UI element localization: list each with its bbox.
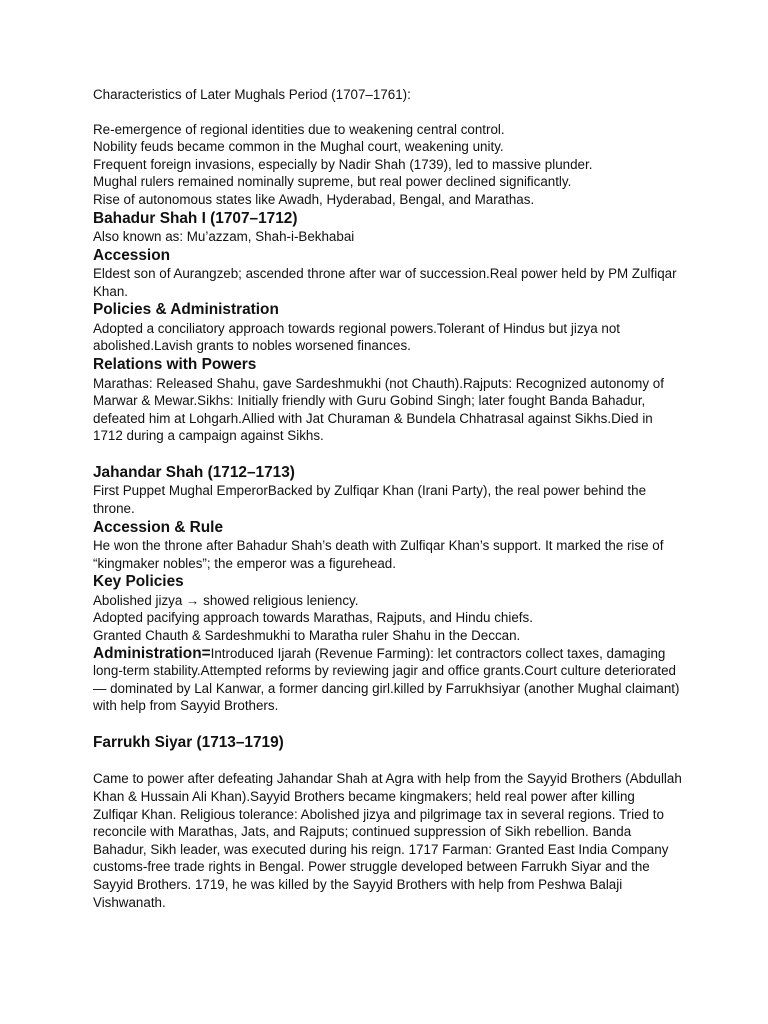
spacer [93,104,683,121]
jahandar-policies-heading: Key Policies [93,573,184,591]
intro-point: Re-emergence of regional identities due to weakening central control. [93,121,505,137]
intro-title: Characteristics of Later Mughals Period (1707–1761): [93,87,411,102]
intro-point: Mughal rulers remained nominally supreme, but real power declined significantly. [93,174,572,190]
intro-point: Rise of autonomous states like Awadh, Hyderabad, Bengal, and Marathas. [93,191,535,207]
jahandar-policy-point: Adopted pacifying approach towards Marathas, Rajputs, and Hindu chiefs. [93,610,533,626]
intro-point: Frequent foreign invasions, especially by Nadir Shah (1739), led to massive plunder. [93,156,593,172]
jahandar-administration [93,645,683,715]
bahadur-accession-heading: Accession [93,246,170,264]
jahandar-heading: Jahandar Shah (1712–1713) [93,463,295,481]
spacer [93,752,683,770]
jahandar-policy-point: Abolished jizya → showed religious leniency. [93,592,359,608]
document-page [93,86,683,911]
spacer [93,445,683,463]
farrukh-text: Came to power after defeating Jahandar Shah at Agra with help from the Sayyid Brothers (Abdullah Khan & Hussain Ali Khan).Sayyid Brothers became kingmakers; held real power after killing Zulfiqar Khan. Religious tolerance: Abolished jizya and pilgrimage tax in several regions. Tried to reconcile with Marathas, Jats, and Rajputs; continued suppression of Sikh rebellion. Banda Bahadur, Sikh leader, was executed during his reign. 1717 Farman: Granted East India Company customs-free trade rights in Bengal. Power struggle developed between Farrukh Siyar and the Sayyid Brothers. 1719, he was killed by the Sayyid Brothers with help from Peshwa Balaji Vishwanath. [93,771,682,910]
jahandar-policy-point: Granted Chauth & Sardeshmukhi to Maratha ruler Shahu in the Deccan. [93,627,521,643]
bahadur-policies-heading: Policies & Administration [93,301,279,319]
jahandar-intro-text: First Puppet Mughal EmperorBacked by Zulfiqar Khan (Irani Party), the real power behind the throne. [93,483,647,516]
spacer [93,715,683,733]
farrukh-heading: Farrukh Siyar (1713–1719) [93,733,284,751]
jahandar-admin-heading: Administration= [93,644,211,662]
bahadur-policies-text: Adopted a conciliatory approach towards regional powers.Tolerant of Hindus but jizya not abolished.Lavish grants to nobles worsened finances. [93,320,621,354]
bahadur-relations-heading: Relations with Powers [93,356,257,374]
bahadur-aka: Also known as: Mu’azzam, Shah-i-Bekhabai [93,229,355,245]
intro-point: Nobility feuds became common in the Mughal court, weakening unity. [93,139,504,155]
bahadur-relations-text: Marathas: Released Shahu, gave Sardeshmukhi (not Chauth).Rajputs: Recognized autonomy of Marwar & Mewar.Sikhs: Initially friendly with Guru Gobind Singh; later fought Banda Bahadur, defeated him at Lohgarh.Allied with Jat Churaman & Bundela Chhatrasal against Sikhs.Died in 1712 during a campaign against Sikhs. [93,375,664,444]
jahandar-accession-heading: Accession & Rule [93,518,224,536]
bahadur-accession-text: Eldest son of Aurangzeb; ascended throne after war of succession.Real power held by PM Zulfiqar Khan. [93,266,677,299]
jahandar-accession-text: He won the throne after Bahadur Shah’s death with Zulfiqar Khan’s support. It marked the rise of “kingmaker nobles”; the emperor was a figurehead. [93,538,664,571]
bahadur-heading: Bahadur Shah I (1707–1712) [93,209,298,227]
jahandar-admin-text: Introduced Ijarah (Revenue Farming): let contractors collect taxes, damaging long-term stability.Attempted reforms by reviewing jagir and office grants.Court culture deteriorated — dominated by Lal Kanwar, a former dancing girl.killed by Farrukhsiyar (another Mughal claimant) with help from Sayyid Brothers. [93,645,680,714]
